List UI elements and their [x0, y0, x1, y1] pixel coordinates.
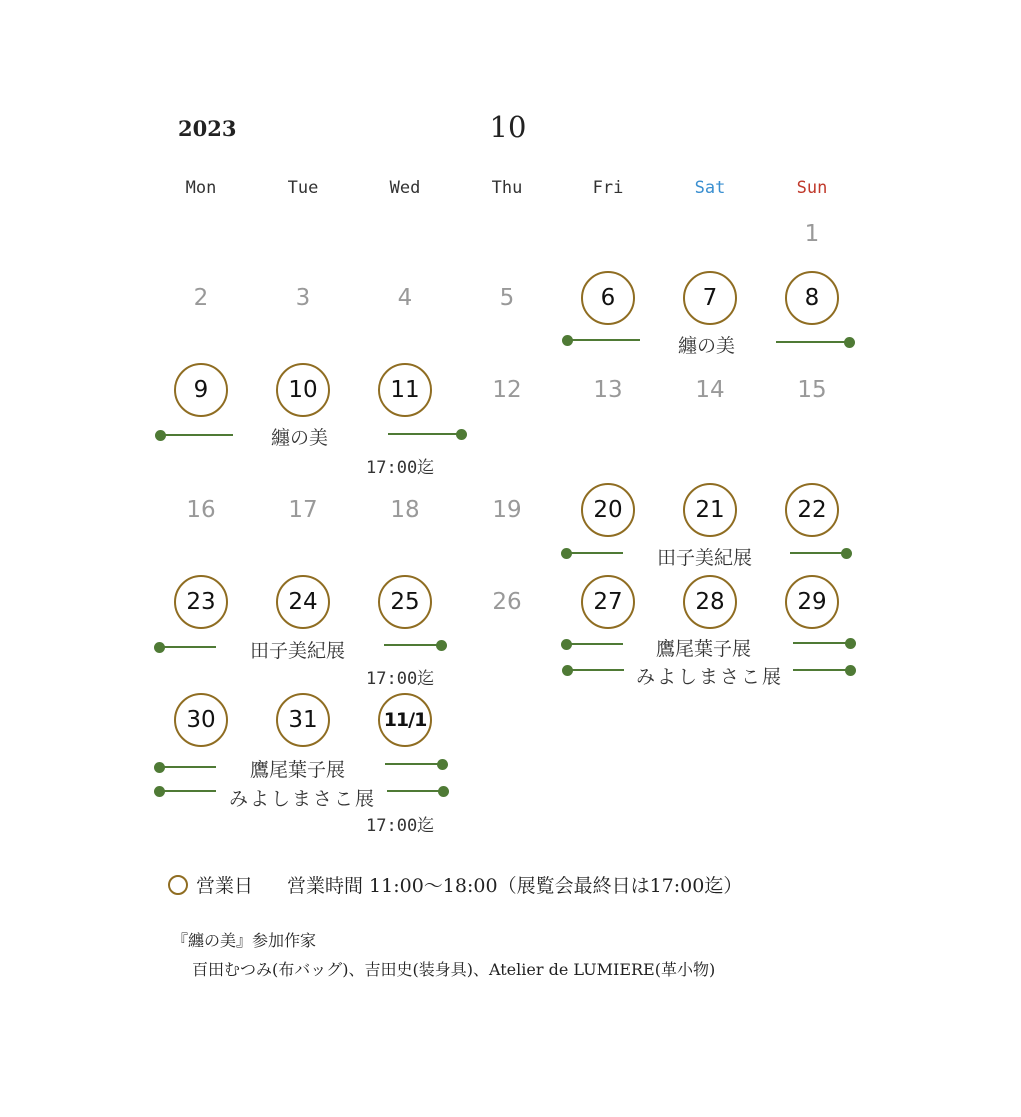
- open-day-cell: 20: [581, 483, 635, 537]
- open-day-cell: 29: [785, 575, 839, 629]
- day-cell: 5: [499, 285, 515, 311]
- event-line: [159, 766, 216, 768]
- event-label: 田子美紀展: [250, 640, 346, 662]
- event-label: 田子美紀展: [657, 547, 753, 569]
- event-end-dot: [437, 759, 448, 770]
- open-day-cell: 25: [378, 575, 432, 629]
- open-day-cell: 27: [581, 575, 635, 629]
- event-line: [385, 763, 442, 765]
- event-label: みよしまさこ展: [229, 788, 377, 810]
- event-line: [160, 434, 233, 436]
- closing-time-note: 17:00迄: [366, 669, 435, 689]
- weekday-sat: Sat: [694, 178, 726, 198]
- month-label: 10: [489, 110, 527, 144]
- open-day-cell: 31: [276, 693, 330, 747]
- legend-open-label: 営業日: [196, 875, 254, 897]
- event-line: [387, 790, 443, 792]
- closing-time-note: 17:00迄: [366, 458, 435, 478]
- open-day-cell: 24: [276, 575, 330, 629]
- open-day-cell: 11/1: [378, 693, 432, 747]
- day-cell: 12: [492, 377, 522, 403]
- business-hours: 営業時間 11:00〜18:00（展覧会最終日は17:00迄）: [287, 875, 743, 897]
- open-day-cell: 6: [581, 271, 635, 325]
- open-day-cell: 21: [683, 483, 737, 537]
- open-day-cell: 10: [276, 363, 330, 417]
- legend: [168, 871, 742, 898]
- day-cell: 2: [193, 285, 209, 311]
- event-end-dot: [438, 786, 449, 797]
- open-day-cell: 7: [683, 271, 737, 325]
- open-day-cell: 9: [174, 363, 228, 417]
- year-label: 2023: [178, 116, 237, 141]
- event-line: [159, 646, 216, 648]
- event-line: [566, 552, 623, 554]
- event-end-dot: [844, 337, 855, 348]
- weekday-wed: Wed: [389, 178, 421, 198]
- closing-time-note: 17:00迄: [366, 816, 435, 836]
- open-day-cell: 23: [174, 575, 228, 629]
- event-end-dot: [436, 640, 447, 651]
- day-cell: 15: [797, 377, 827, 403]
- event-end-dot: [845, 665, 856, 676]
- open-day-cell: 30: [174, 693, 228, 747]
- event-line: [793, 669, 850, 671]
- weekday-thu: Thu: [491, 178, 523, 198]
- event-label: みよしまさこ展: [636, 666, 784, 688]
- open-day-ring-icon: [168, 875, 188, 895]
- event-line: [567, 339, 640, 341]
- event-line: [388, 433, 461, 435]
- weekday-sun: Sun: [796, 178, 828, 198]
- day-cell: 1: [804, 221, 820, 247]
- event-line: [793, 642, 850, 644]
- weekday-mon: Mon: [185, 178, 217, 198]
- event-end-dot: [456, 429, 467, 440]
- artists-title: 『纏の美』参加作家: [172, 931, 317, 950]
- weekday-fri: Fri: [592, 178, 624, 198]
- day-cell: 4: [397, 285, 413, 311]
- event-line: [159, 790, 216, 792]
- day-cell: 13: [593, 377, 623, 403]
- event-label: 纏の美: [271, 427, 329, 449]
- event-label: 鷹尾葉子展: [250, 759, 346, 781]
- day-cell: 17: [288, 497, 318, 523]
- event-line: [790, 552, 846, 554]
- event-end-dot: [841, 548, 852, 559]
- open-day-cell: 11: [378, 363, 432, 417]
- event-end-dot: [845, 638, 856, 649]
- event-line: [384, 644, 441, 646]
- day-cell: 3: [295, 285, 311, 311]
- open-day-cell: 28: [683, 575, 737, 629]
- event-line: [566, 643, 623, 645]
- day-cell: 18: [390, 497, 420, 523]
- event-label: 鷹尾葉子展: [656, 638, 752, 660]
- day-cell: 26: [492, 589, 522, 615]
- day-cell: 14: [695, 377, 725, 403]
- day-cell: 19: [492, 497, 522, 523]
- open-day-cell: 22: [785, 483, 839, 537]
- weekday-tue: Tue: [287, 178, 319, 198]
- artists-list: 百田むつみ(布バッグ)、吉田史(装身具)、Atelier de LUMIERE(革小物): [192, 960, 716, 979]
- day-cell: 16: [186, 497, 216, 523]
- event-line: [567, 669, 624, 671]
- event-label: 纏の美: [678, 335, 736, 357]
- open-day-cell: 8: [785, 271, 839, 325]
- event-line: [776, 341, 849, 343]
